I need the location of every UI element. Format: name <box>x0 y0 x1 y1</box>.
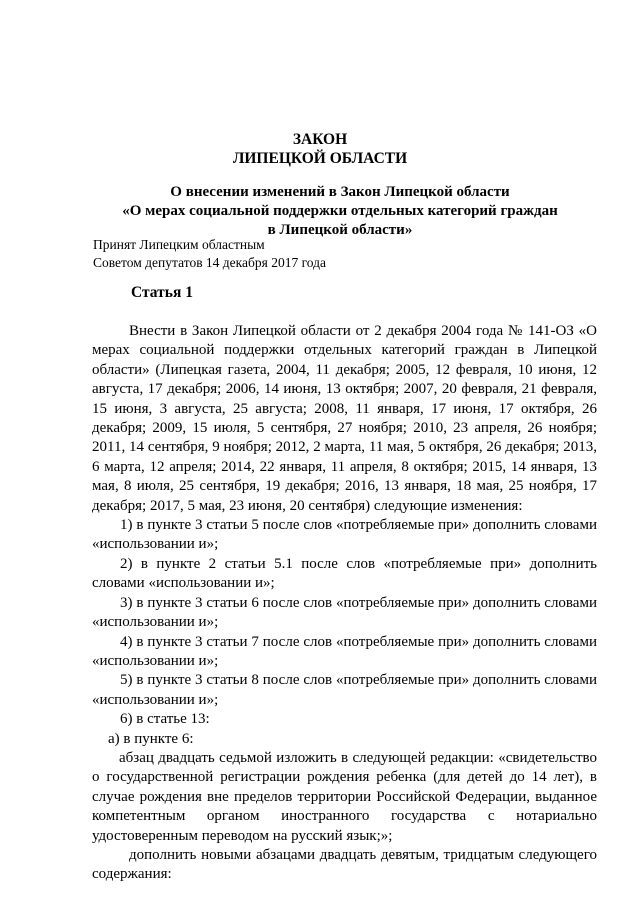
article-body <box>92 322 597 885</box>
paragraph-intro: Внести в Закон Липецкой области от 2 декабря 2004 года № 141-ОЗ «О мерах социальной поддержки отдельных категорий граждан в Липецкой области» (Липецкая газета, 2004, 11 декабря; 2005, 12 февраля, 10 июня, 12 августа, 17 декабря; 2006, 14 июня, 13 октября; 2007, 20 февраля, 21 февраля, 15 июня, 3 августа, 25 августа; 2008, 11 января, 17 июня, 17 октября, 26 декабря; 2009, 15 июля, 5 сентября, 27 ноября; 2010, 23 апреля, 26 ноября; 2011, 14 сентября, 9 ноября; 2012, 2 марта, 11 мая, 5 октября, 26 декабря; 2013, 6 марта, 12 апреля; 2014, 22 января, 11 апреля, 8 октября; 2015, 14 января, 13 мая, 8 июля, 25 сентября, 19 декабря; 2016, 13 января, 18 мая, 25 ноября, 17 декабря; 2017, 5 мая, 23 июня, 20 сентября) следующие изменения: <box>92 323 597 514</box>
paragraph-item-5: 5) в пункте 3 статьи 8 после слов «потребляемые при» дополнить словами «использовании и»; <box>92 672 597 708</box>
law-subtitle-line1: О внесении изменений в Закон Липецкой области <box>170 184 510 200</box>
law-title: ЗАКОН <box>292 131 348 148</box>
law-region: ЛИПЕЦКОЙ ОБЛАСТИ <box>232 150 408 167</box>
article-heading: Статья 1 <box>131 284 193 301</box>
paragraph-item-1: 1) в пункте 3 статьи 5 после слов «потребляемые при» дополнить словами «использовании и»; <box>92 517 597 553</box>
paragraph-item-2: 2) в пункте 2 статьи 5.1 после слов «потребляемые при» дополнить словами «использовании и»; <box>92 555 597 592</box>
paragraph-item-6: 6) в статье 13: <box>120 711 210 728</box>
law-subtitle-line3: в Липецкой области» <box>267 222 413 238</box>
adopted-by-line2: Советом депутатов 14 декабря 2017 года <box>93 255 327 270</box>
paragraph-add-abzacs: дополнить новыми абзацами двадцать девятым, тридцатым следующего содержания: <box>92 846 597 883</box>
paragraph-item-4: 4) в пункте 3 статьи 7 после слов «потребляемые при» дополнить словами «использовании и»; <box>92 633 597 669</box>
paragraph-abzac-27: абзац двадцать седьмой изложить в следующей редакции: «свидетельство о государственной регистрации рождения ребенка (для детей до 14 лет), в случае рождения вне пределов территории Российской Федерации, выданное компетентным органом иностранного государства с нотариально удостоверенным переводом на русский язык;»; <box>92 749 597 844</box>
paragraph-item-3: 3) в пункте 3 статьи 6 после слов «потребляемые при» дополнить словами «использовании и»; <box>92 594 597 631</box>
paragraph-item-6a: а) в пункте 6: <box>108 730 194 747</box>
law-subtitle-line2: «О мерах социальной поддержки отдельных категорий граждан <box>122 203 558 219</box>
adopted-by-line1: Принят Липецким областным <box>93 237 265 252</box>
